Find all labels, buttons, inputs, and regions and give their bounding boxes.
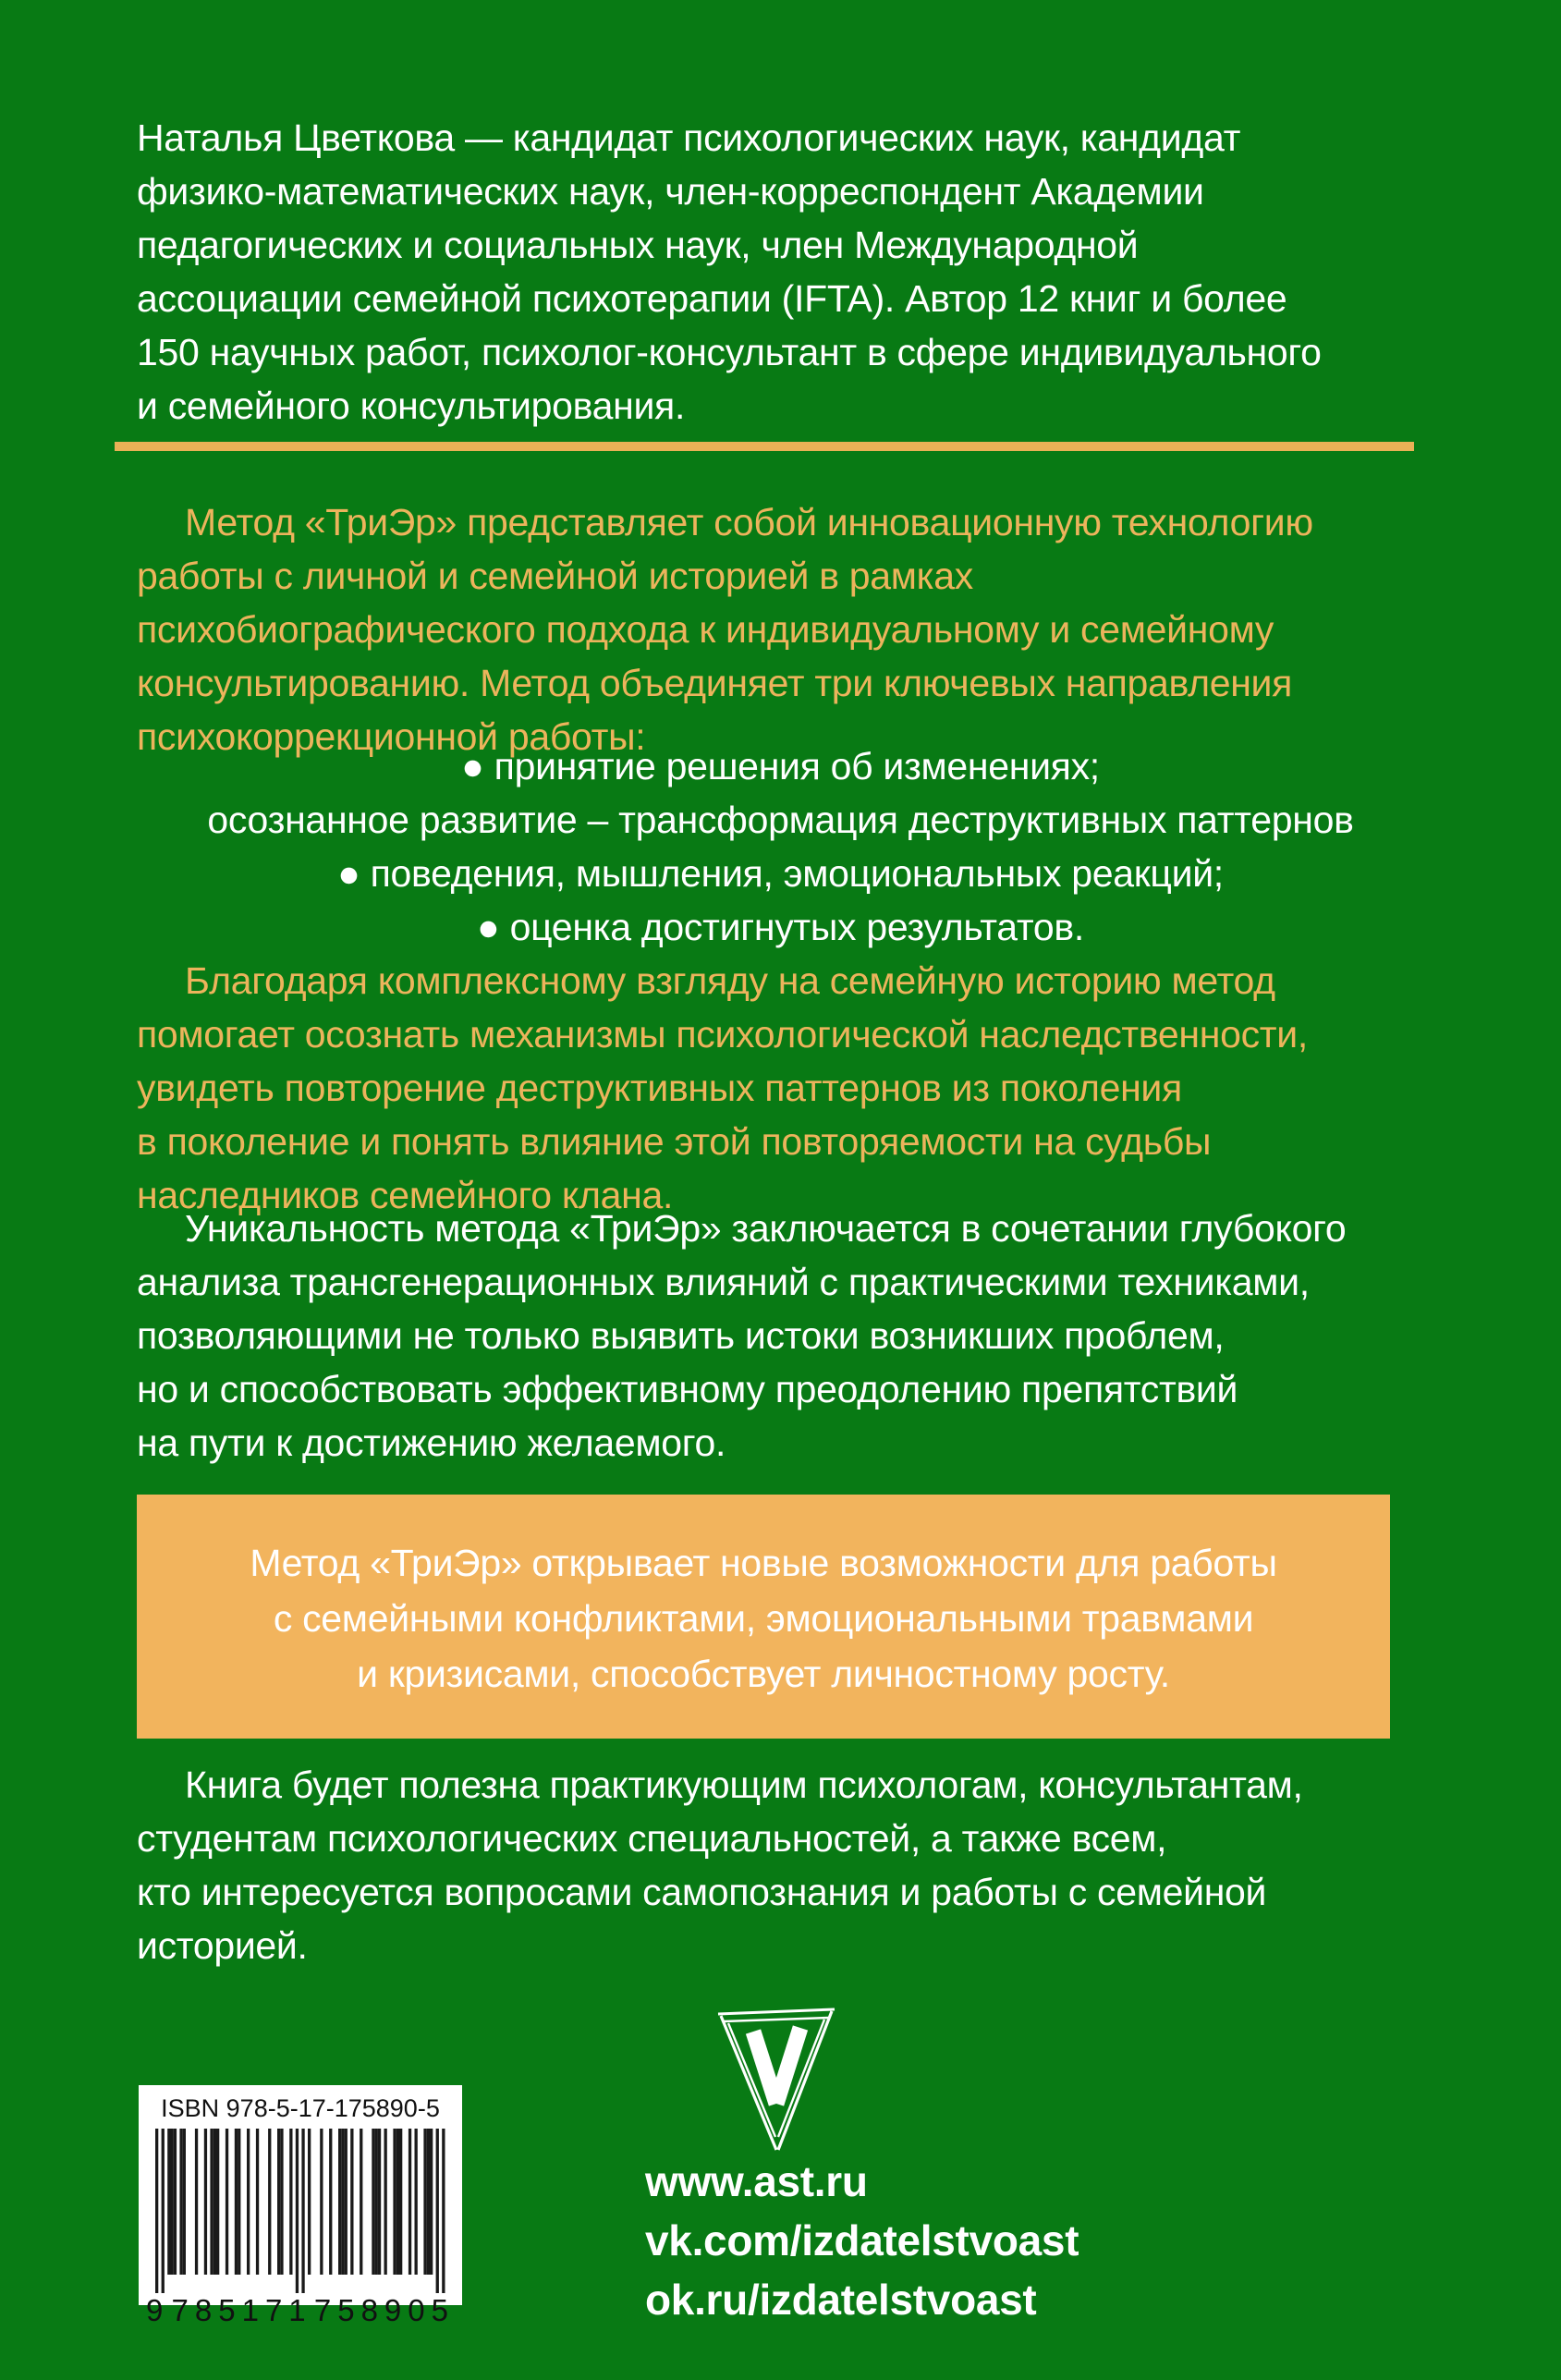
author-bio-paragraph — [137, 111, 1431, 433]
text-line: ● поведения, мышления, эмоциональных реакций; — [337, 852, 1224, 895]
text-line: осознанное развитие – трансформация деструктивных паттернов — [207, 799, 1354, 841]
publisher-website-url: www.ast.ru — [645, 2157, 868, 2205]
barcode-digit-group: 758905 — [313, 2293, 455, 2327]
method-intro-paragraph — [137, 495, 1431, 763]
text-line: работы с личной и семейной историей в рамках — [137, 555, 973, 597]
ean13-barcode — [152, 2127, 449, 2299]
text-line: на пути к достижению желаемого. — [137, 1422, 726, 1464]
text-line: наследников семейного клана. — [137, 1174, 674, 1216]
text-line: увидеть повторение деструктивных паттернов из поколения — [137, 1067, 1182, 1109]
text-line: Метод «ТриЭр» представляет собой инновационную технологию — [185, 501, 1313, 543]
text-line: кто интересуется вопросами самопознания и работы с семейной — [137, 1871, 1267, 1913]
text-line: ● оценка достигнутых результатов. — [477, 906, 1084, 948]
text-line: и семейного консультирования. — [137, 384, 686, 427]
text-line: физико-математических наук, член-корреспондент Академии — [137, 170, 1204, 213]
text-line: студентам психологических специальностей, а также всем, — [137, 1817, 1167, 1860]
text-line: помогает осознать механизмы психологической наследственности, — [137, 1013, 1308, 1056]
publisher-vk-url: vk.com/izdatelstvoast — [645, 2216, 1079, 2264]
audience-paragraph — [137, 1758, 1431, 1972]
text-line: но и способствовать эффективному преодолению препятствий — [137, 1368, 1238, 1410]
text-line: Уникальность метода «ТриЭр» заключается в сочетании глубокого — [185, 1207, 1347, 1250]
publisher-links — [645, 2152, 1079, 2329]
publisher-ok-url: ok.ru/izdatelstvoast — [645, 2276, 1037, 2324]
text-line: психобиографического подхода к индивидуальному и семейному — [137, 608, 1274, 651]
text-line: Благодаря комплексному взгляду на семейную историю метод — [185, 959, 1275, 1002]
family-history-paragraph — [137, 954, 1431, 1222]
barcode-digits — [139, 2293, 462, 2328]
uniqueness-paragraph — [137, 1202, 1431, 1470]
text-line: позволяющими не только выявить истоки возникших проблем, — [137, 1314, 1225, 1357]
text-line: ассоциации семейной психотерапии (IFTA). Автор 12 книг и более — [137, 277, 1287, 320]
text-line: и кризисами, способствует личностному росту. — [357, 1653, 1170, 1695]
ast-publisher-logo-icon — [717, 2008, 835, 2154]
text-line: педагогических и социальных наук, член Международной — [137, 224, 1139, 266]
text-line: историей. — [137, 1924, 308, 1967]
text-line: ● принятие решения об изменениях; — [461, 745, 1100, 787]
highlight-box — [137, 1495, 1390, 1739]
method-bullet-list — [0, 739, 1561, 954]
text-line: консультированию. Метод объединяет три ключевых направления — [137, 662, 1293, 704]
text-line: Наталья Цветкова — кандидат психологических наук, кандидат — [137, 116, 1241, 159]
text-line: в поколение и понять влияние этой повторяемости на судьбы — [137, 1120, 1212, 1163]
text-line: Книга будет полезна практикующим психологам, консультантам, — [185, 1764, 1303, 1806]
text-line: анализа трансгенерационных влияний с практическими техниками, — [137, 1261, 1310, 1303]
text-line: с семейными конфликтами, эмоциональными травмами — [273, 1597, 1254, 1640]
text-line: 150 научных работ, психолог-консультант в сфере индивидуального — [137, 331, 1322, 373]
barcode-digit-group: 785171 — [171, 2293, 312, 2327]
text-line: Метод «ТриЭр» открывает новые возможности для работы — [250, 1542, 1277, 1584]
barcode-digit-group: 9 — [146, 2293, 170, 2327]
isbn-label: ISBN 978-5-17-175890-5 — [161, 2094, 440, 2122]
text-line: психокоррекционной работы: — [137, 715, 646, 758]
gold-divider-rule — [115, 442, 1414, 451]
barcode-block — [139, 2085, 462, 2327]
